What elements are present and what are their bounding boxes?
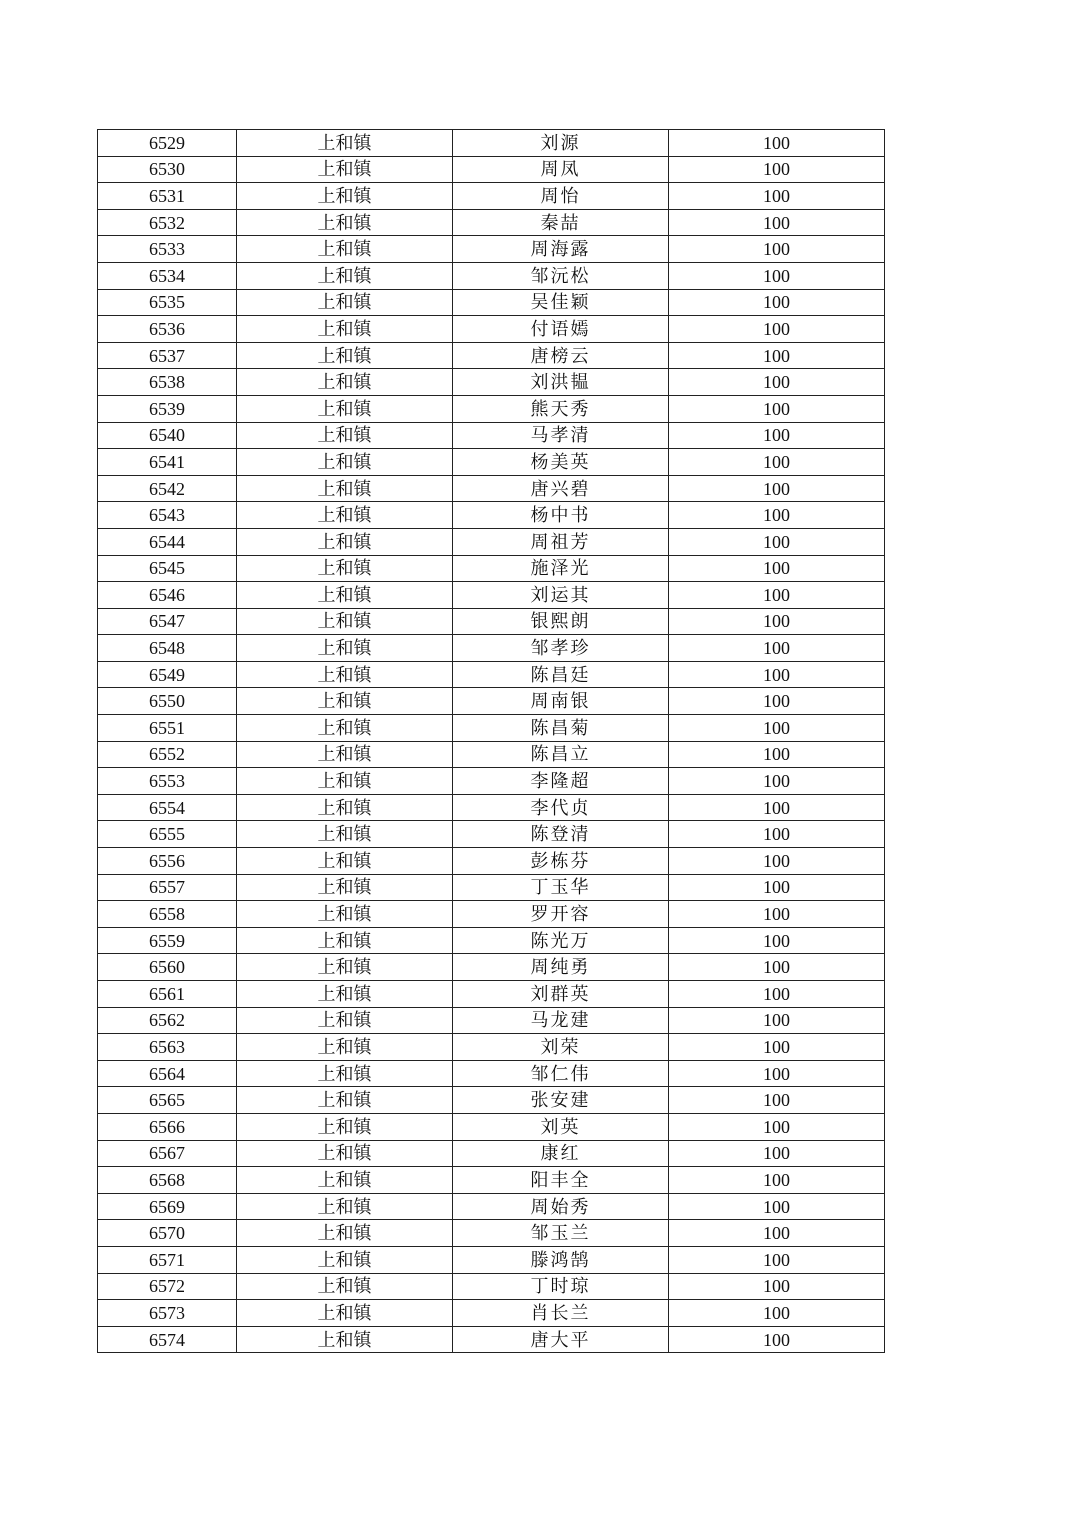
table-row <box>98 741 885 768</box>
cell-amount: 100 <box>669 901 885 928</box>
cell-name: 唐兴碧 <box>453 475 669 502</box>
cell-town: 上和镇 <box>237 635 453 662</box>
table-row <box>98 1087 885 1114</box>
cell-number: 6542 <box>98 475 237 502</box>
table-row <box>98 262 885 289</box>
cell-name: 康红 <box>453 1140 669 1167</box>
cell-name: 丁玉华 <box>453 874 669 901</box>
cell-number: 6546 <box>98 582 237 609</box>
cell-number: 6531 <box>98 183 237 210</box>
cell-name: 罗开容 <box>453 901 669 928</box>
table-row <box>98 582 885 609</box>
cell-number: 6561 <box>98 981 237 1008</box>
cell-number: 6574 <box>98 1326 237 1353</box>
cell-town: 上和镇 <box>237 794 453 821</box>
cell-amount: 100 <box>669 874 885 901</box>
table-row <box>98 395 885 422</box>
cell-name: 周凤 <box>453 156 669 183</box>
cell-name: 邹沅松 <box>453 262 669 289</box>
table-row <box>98 289 885 316</box>
cell-town: 上和镇 <box>237 262 453 289</box>
cell-town: 上和镇 <box>237 156 453 183</box>
table-row <box>98 1034 885 1061</box>
cell-number: 6557 <box>98 874 237 901</box>
table-row <box>98 528 885 555</box>
cell-number: 6533 <box>98 236 237 263</box>
cell-town: 上和镇 <box>237 1326 453 1353</box>
cell-number: 6550 <box>98 688 237 715</box>
cell-town: 上和镇 <box>237 130 453 157</box>
cell-amount: 100 <box>669 635 885 662</box>
cell-name: 陈昌立 <box>453 741 669 768</box>
cell-amount: 100 <box>669 848 885 875</box>
cell-amount: 100 <box>669 475 885 502</box>
cell-amount: 100 <box>669 1087 885 1114</box>
cell-number: 6573 <box>98 1300 237 1327</box>
table-row <box>98 927 885 954</box>
table-row <box>98 1193 885 1220</box>
cell-town: 上和镇 <box>237 1193 453 1220</box>
cell-town: 上和镇 <box>237 555 453 582</box>
cell-number: 6548 <box>98 635 237 662</box>
cell-amount: 100 <box>669 262 885 289</box>
cell-town: 上和镇 <box>237 741 453 768</box>
cell-number: 6529 <box>98 130 237 157</box>
table-row <box>98 635 885 662</box>
cell-amount: 100 <box>669 502 885 529</box>
cell-name: 刘源 <box>453 130 669 157</box>
cell-amount: 100 <box>669 927 885 954</box>
cell-name: 陈昌廷 <box>453 661 669 688</box>
table-row <box>98 981 885 1008</box>
cell-number: 6549 <box>98 661 237 688</box>
cell-town: 上和镇 <box>237 289 453 316</box>
cell-number: 6570 <box>98 1220 237 1247</box>
cell-name: 刘英 <box>453 1113 669 1140</box>
cell-name: 李代贞 <box>453 794 669 821</box>
cell-town: 上和镇 <box>237 369 453 396</box>
table-body <box>98 130 885 1353</box>
cell-number: 6541 <box>98 449 237 476</box>
table-row <box>98 1300 885 1327</box>
cell-number: 6567 <box>98 1140 237 1167</box>
cell-amount: 100 <box>669 1326 885 1353</box>
cell-amount: 100 <box>669 954 885 981</box>
cell-town: 上和镇 <box>237 1246 453 1273</box>
table-row <box>98 661 885 688</box>
cell-number: 6566 <box>98 1113 237 1140</box>
cell-amount: 100 <box>669 528 885 555</box>
cell-number: 6553 <box>98 768 237 795</box>
cell-name: 阳丰全 <box>453 1167 669 1194</box>
table-row <box>98 688 885 715</box>
cell-name: 刘洪韫 <box>453 369 669 396</box>
cell-amount: 100 <box>669 1300 885 1327</box>
table-row <box>98 422 885 449</box>
cell-amount: 100 <box>669 395 885 422</box>
cell-name: 周祖芳 <box>453 528 669 555</box>
cell-number: 6554 <box>98 794 237 821</box>
cell-number: 6535 <box>98 289 237 316</box>
table-row <box>98 555 885 582</box>
cell-amount: 100 <box>669 1113 885 1140</box>
cell-town: 上和镇 <box>237 821 453 848</box>
cell-town: 上和镇 <box>237 1300 453 1327</box>
cell-town: 上和镇 <box>237 1273 453 1300</box>
cell-number: 6556 <box>98 848 237 875</box>
table-row <box>98 848 885 875</box>
cell-number: 6540 <box>98 422 237 449</box>
cell-town: 上和镇 <box>237 422 453 449</box>
cell-amount: 100 <box>669 1273 885 1300</box>
cell-number: 6545 <box>98 555 237 582</box>
cell-amount: 100 <box>669 369 885 396</box>
cell-amount: 100 <box>669 422 885 449</box>
cell-amount: 100 <box>669 183 885 210</box>
cell-town: 上和镇 <box>237 502 453 529</box>
cell-amount: 100 <box>669 1193 885 1220</box>
cell-name: 周始秀 <box>453 1193 669 1220</box>
cell-number: 6532 <box>98 209 237 236</box>
cell-number: 6544 <box>98 528 237 555</box>
cell-town: 上和镇 <box>237 1220 453 1247</box>
table-row <box>98 794 885 821</box>
cell-amount: 100 <box>669 981 885 1008</box>
cell-name: 付语嫣 <box>453 316 669 343</box>
cell-number: 6572 <box>98 1273 237 1300</box>
cell-amount: 100 <box>669 342 885 369</box>
cell-number: 6571 <box>98 1246 237 1273</box>
table-row <box>98 209 885 236</box>
cell-name: 唐榜云 <box>453 342 669 369</box>
cell-amount: 100 <box>669 1034 885 1061</box>
table-row <box>98 449 885 476</box>
cell-amount: 100 <box>669 582 885 609</box>
cell-name: 银熙朗 <box>453 608 669 635</box>
cell-amount: 100 <box>669 741 885 768</box>
cell-town: 上和镇 <box>237 661 453 688</box>
cell-name: 张安建 <box>453 1087 669 1114</box>
cell-town: 上和镇 <box>237 954 453 981</box>
cell-amount: 100 <box>669 236 885 263</box>
cell-number: 6538 <box>98 369 237 396</box>
cell-town: 上和镇 <box>237 981 453 1008</box>
cell-town: 上和镇 <box>237 848 453 875</box>
cell-town: 上和镇 <box>237 183 453 210</box>
cell-amount: 100 <box>669 555 885 582</box>
cell-number: 6562 <box>98 1007 237 1034</box>
cell-number: 6536 <box>98 316 237 343</box>
table-row <box>98 715 885 742</box>
cell-number: 6569 <box>98 1193 237 1220</box>
cell-number: 6537 <box>98 342 237 369</box>
cell-town: 上和镇 <box>237 395 453 422</box>
cell-number: 6568 <box>98 1167 237 1194</box>
cell-name: 周怡 <box>453 183 669 210</box>
table-row <box>98 1167 885 1194</box>
table-row <box>98 342 885 369</box>
cell-name: 陈昌菊 <box>453 715 669 742</box>
cell-town: 上和镇 <box>237 768 453 795</box>
cell-name: 杨中书 <box>453 502 669 529</box>
table-row <box>98 954 885 981</box>
cell-amount: 100 <box>669 156 885 183</box>
cell-name: 肖长兰 <box>453 1300 669 1327</box>
cell-town: 上和镇 <box>237 1007 453 1034</box>
table-row <box>98 874 885 901</box>
cell-amount: 100 <box>669 1007 885 1034</box>
cell-town: 上和镇 <box>237 1087 453 1114</box>
cell-number: 6555 <box>98 821 237 848</box>
cell-number: 6563 <box>98 1034 237 1061</box>
data-table <box>97 129 885 1353</box>
cell-amount: 100 <box>669 821 885 848</box>
cell-town: 上和镇 <box>237 582 453 609</box>
table-row <box>98 502 885 529</box>
cell-name: 周纯勇 <box>453 954 669 981</box>
table-row <box>98 316 885 343</box>
cell-town: 上和镇 <box>237 528 453 555</box>
cell-name: 陈登清 <box>453 821 669 848</box>
table-row <box>98 475 885 502</box>
cell-name: 邹玉兰 <box>453 1220 669 1247</box>
cell-town: 上和镇 <box>237 1167 453 1194</box>
cell-number: 6559 <box>98 927 237 954</box>
cell-number: 6551 <box>98 715 237 742</box>
cell-number: 6543 <box>98 502 237 529</box>
table-row <box>98 1113 885 1140</box>
cell-amount: 100 <box>669 794 885 821</box>
cell-amount: 100 <box>669 1140 885 1167</box>
cell-name: 李隆超 <box>453 768 669 795</box>
cell-town: 上和镇 <box>237 1113 453 1140</box>
table-row <box>98 156 885 183</box>
cell-name: 马龙建 <box>453 1007 669 1034</box>
cell-town: 上和镇 <box>237 608 453 635</box>
cell-name: 施泽光 <box>453 555 669 582</box>
cell-name: 邹仁伟 <box>453 1060 669 1087</box>
cell-number: 6530 <box>98 156 237 183</box>
table-row <box>98 1273 885 1300</box>
cell-amount: 100 <box>669 768 885 795</box>
cell-name: 杨美英 <box>453 449 669 476</box>
cell-amount: 100 <box>669 715 885 742</box>
cell-name: 秦喆 <box>453 209 669 236</box>
cell-name: 周海露 <box>453 236 669 263</box>
cell-number: 6552 <box>98 741 237 768</box>
table-row <box>98 821 885 848</box>
cell-name: 陈光万 <box>453 927 669 954</box>
table-row <box>98 130 885 157</box>
table-row <box>98 1326 885 1353</box>
cell-number: 6558 <box>98 901 237 928</box>
cell-amount: 100 <box>669 608 885 635</box>
cell-name: 刘荣 <box>453 1034 669 1061</box>
table-row <box>98 236 885 263</box>
cell-town: 上和镇 <box>237 1140 453 1167</box>
cell-town: 上和镇 <box>237 449 453 476</box>
cell-name: 周南银 <box>453 688 669 715</box>
cell-name: 滕鸿鹄 <box>453 1246 669 1273</box>
cell-name: 吴佳颖 <box>453 289 669 316</box>
table-row <box>98 183 885 210</box>
cell-town: 上和镇 <box>237 236 453 263</box>
cell-amount: 100 <box>669 316 885 343</box>
cell-name: 刘运其 <box>453 582 669 609</box>
cell-name: 丁时琼 <box>453 1273 669 1300</box>
cell-town: 上和镇 <box>237 209 453 236</box>
cell-name: 彭栋芬 <box>453 848 669 875</box>
cell-number: 6534 <box>98 262 237 289</box>
cell-number: 6560 <box>98 954 237 981</box>
cell-number: 6564 <box>98 1060 237 1087</box>
cell-town: 上和镇 <box>237 901 453 928</box>
cell-amount: 100 <box>669 209 885 236</box>
cell-amount: 100 <box>669 688 885 715</box>
cell-town: 上和镇 <box>237 342 453 369</box>
table-row <box>98 1220 885 1247</box>
cell-name: 唐大平 <box>453 1326 669 1353</box>
table-row <box>98 369 885 396</box>
cell-amount: 100 <box>669 1220 885 1247</box>
cell-name: 熊天秀 <box>453 395 669 422</box>
cell-amount: 100 <box>669 1060 885 1087</box>
cell-amount: 100 <box>669 661 885 688</box>
cell-town: 上和镇 <box>237 475 453 502</box>
cell-amount: 100 <box>669 1167 885 1194</box>
cell-amount: 100 <box>669 449 885 476</box>
cell-number: 6539 <box>98 395 237 422</box>
cell-name: 刘群英 <box>453 981 669 1008</box>
cell-amount: 100 <box>669 130 885 157</box>
cell-town: 上和镇 <box>237 688 453 715</box>
table-row <box>98 1060 885 1087</box>
cell-name: 马孝清 <box>453 422 669 449</box>
table-row <box>98 1140 885 1167</box>
cell-name: 邹孝珍 <box>453 635 669 662</box>
cell-town: 上和镇 <box>237 715 453 742</box>
table-row <box>98 901 885 928</box>
cell-town: 上和镇 <box>237 874 453 901</box>
table-row <box>98 1007 885 1034</box>
cell-amount: 100 <box>669 1246 885 1273</box>
cell-amount: 100 <box>669 289 885 316</box>
table-row <box>98 768 885 795</box>
table-row <box>98 1246 885 1273</box>
cell-number: 6565 <box>98 1087 237 1114</box>
cell-number: 6547 <box>98 608 237 635</box>
cell-town: 上和镇 <box>237 927 453 954</box>
table-row <box>98 608 885 635</box>
cell-town: 上和镇 <box>237 1060 453 1087</box>
cell-town: 上和镇 <box>237 1034 453 1061</box>
cell-town: 上和镇 <box>237 316 453 343</box>
